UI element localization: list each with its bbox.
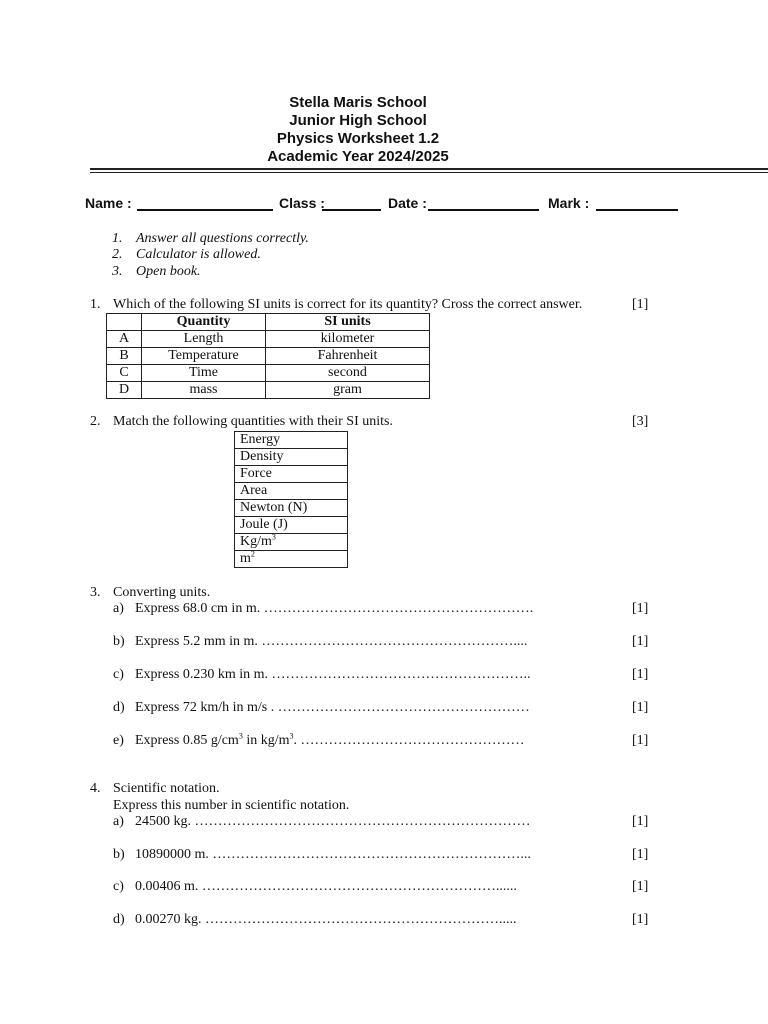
q1-table (106, 313, 430, 399)
option-letter: C (107, 365, 142, 382)
school-level: Junior High School (289, 112, 427, 129)
q4-instruction: Express this number in scientific notation. (113, 798, 350, 813)
q1-header-cell: Quantity (142, 314, 266, 331)
q3-part-mark: [1] (632, 700, 649, 715)
date-input-line[interactable] (428, 209, 539, 211)
q3-part: d) Express 72 km/h in m/s . ……………………………………………… (113, 700, 530, 715)
q1-number: 1. (90, 297, 101, 312)
q3-part-mark: [1] (632, 733, 649, 748)
q1-option-row[interactable] (107, 331, 430, 348)
q1-header-cell (107, 314, 142, 331)
q3-part: e) Express 0.85 $g/cm^3$ in $kg/m^3$. ………………………………………… (113, 731, 525, 748)
q1-mark: [1] (632, 297, 649, 312)
q1-option-row[interactable] (107, 382, 430, 399)
match-item[interactable]: Area (235, 483, 348, 500)
q3-part-mark: [1] (632, 601, 649, 616)
unit-cell: kilometer (266, 331, 430, 348)
class-input-line[interactable] (322, 209, 381, 211)
match-item[interactable]: $m^2$ (235, 551, 348, 568)
option-letter: D (107, 382, 142, 399)
mark-input-line[interactable] (596, 209, 678, 211)
option-letter: B (107, 348, 142, 365)
quantity-cell: Length (142, 331, 266, 348)
quantity-cell: Time (142, 365, 266, 382)
quantity-cell: mass (142, 382, 266, 399)
q3-text: Converting units. (113, 585, 211, 600)
q3-part-mark: [1] (632, 634, 649, 649)
q3-part-mark: [1] (632, 667, 649, 682)
q3-number: 3. (90, 585, 101, 600)
unit-cell: second (266, 365, 430, 382)
q4-part: a) 24500 kg. ……………………………………………………………… (113, 814, 531, 829)
q3-part: a) Express 68.0 cm in m. …………………………………………………. (113, 601, 534, 616)
q4-part: d) 0.00270 kg. ………………………………………………………..... (113, 912, 517, 927)
q3-part: b) Express 5.2 mm in m. ……………………………………………….... (113, 634, 528, 649)
quantity-cell: Temperature (142, 348, 266, 365)
header-rule-top (90, 168, 768, 170)
instruction-item: 3. Open book. (112, 264, 201, 279)
q2-text: Match the following quantities with their SI units. (113, 414, 393, 429)
q2-match-table (234, 431, 348, 568)
match-item[interactable]: Newton (N) (235, 500, 348, 517)
header-rule-bottom (90, 172, 768, 173)
q4-part: c) 0.00406 m. ………………………………………………………...... (113, 879, 517, 894)
school-name: Stella Maris School (289, 94, 427, 111)
match-item[interactable]: $Kg/m^3$ (235, 534, 348, 551)
q3-part: c) Express 0.230 km in m. ……………………………………………….. (113, 667, 531, 682)
q4-part-mark: [1] (632, 814, 649, 829)
match-item[interactable]: Force (235, 466, 348, 483)
q1-option-row[interactable] (107, 365, 430, 382)
q1-text: Which of the following SI units is correct for its quantity? Cross the correct answer. (113, 297, 583, 312)
match-item[interactable]: Density (235, 449, 348, 466)
worksheet-title: Physics Worksheet 1.2 (276, 130, 440, 147)
q4-part-mark: [1] (632, 912, 649, 927)
q2-number: 2. (90, 414, 101, 429)
q4-part: b) 10890000 m. …………………………………………………………... (113, 847, 531, 862)
academic-year: Academic Year 2024/2025 (267, 148, 449, 165)
option-letter: A (107, 331, 142, 348)
name-label: Name : (85, 195, 132, 211)
date-label: Date : (388, 195, 427, 211)
q1-header-cell: SI units (266, 314, 430, 331)
instruction-item: 2. Calculator is allowed. (112, 247, 261, 262)
q4-part-mark: [1] (632, 879, 649, 894)
unit-cell: Fahrenheit (266, 348, 430, 365)
class-label: Class : (279, 195, 325, 211)
unit-cell: gram (266, 382, 430, 399)
q4-part-mark: [1] (632, 847, 649, 862)
match-item[interactable]: Energy (235, 432, 348, 449)
q1-option-row[interactable] (107, 348, 430, 365)
q4-number: 4. (90, 781, 101, 796)
instruction-item: 1. Answer all questions correctly. (112, 231, 309, 246)
q2-mark: [3] (632, 414, 649, 429)
match-item[interactable]: Joule (J) (235, 517, 348, 534)
mark-label: Mark : (548, 195, 590, 211)
q4-text: Scientific notation. (113, 781, 220, 796)
name-input-line[interactable] (137, 209, 273, 211)
